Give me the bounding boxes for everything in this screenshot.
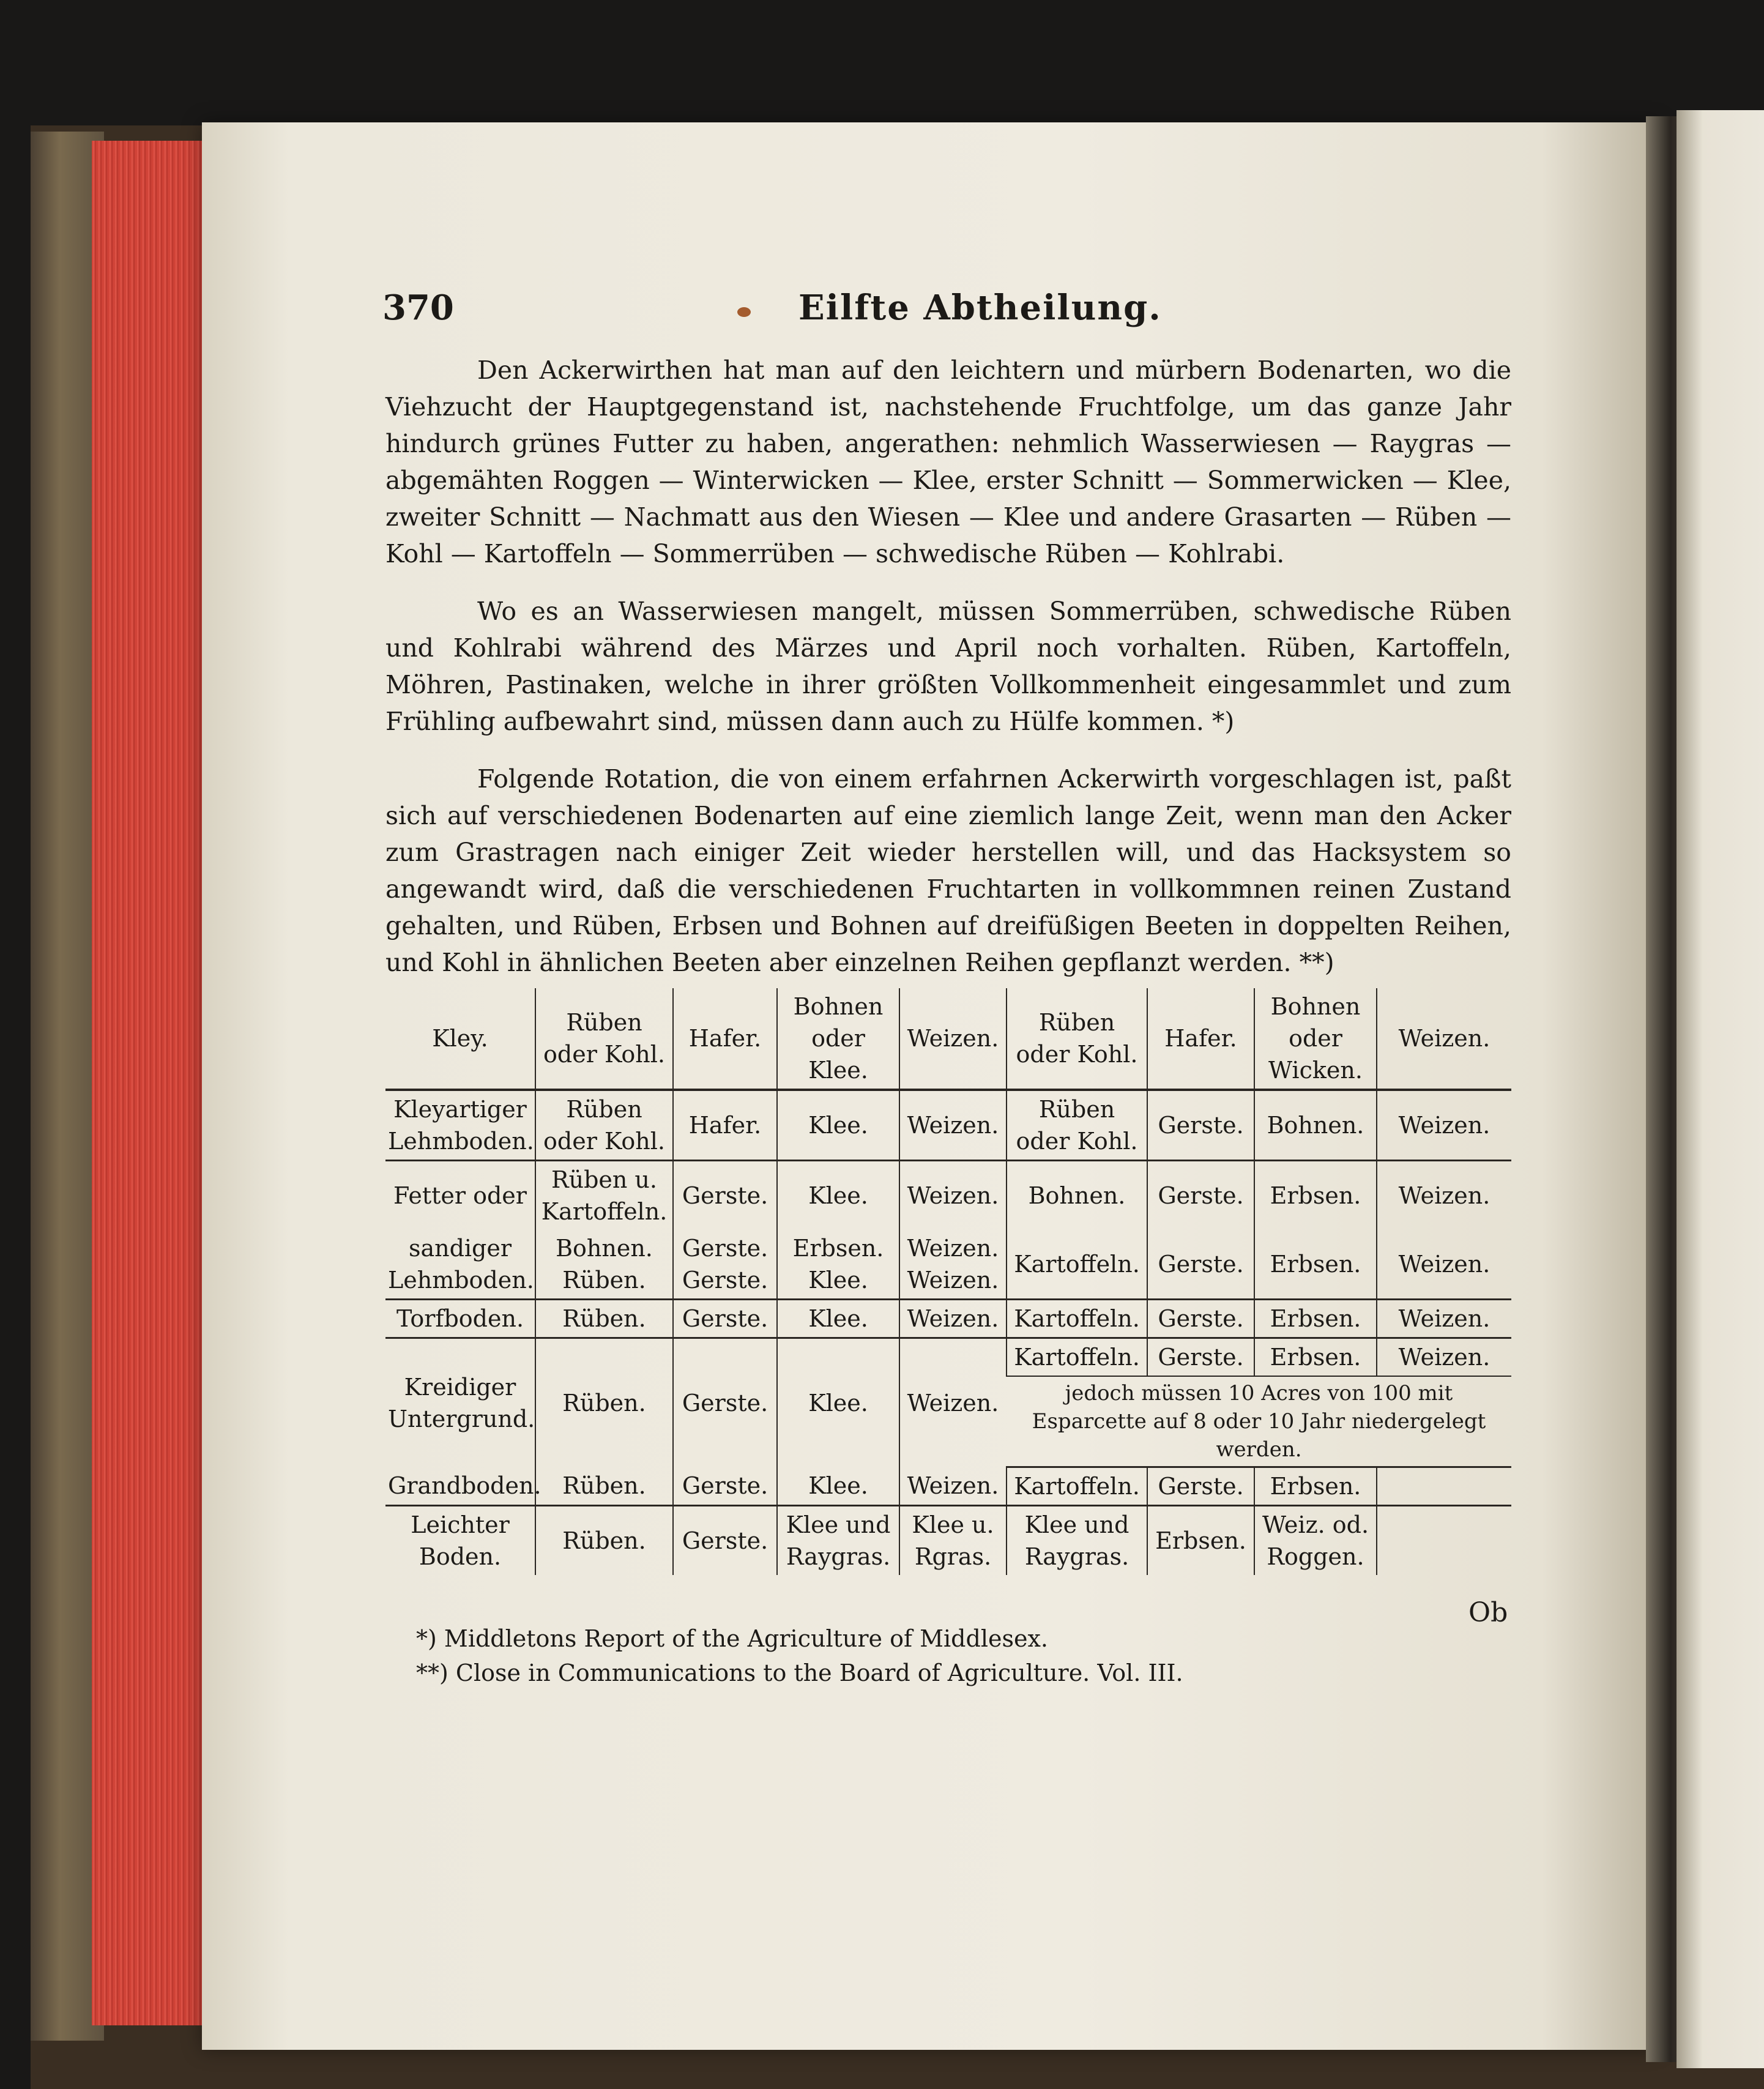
table-cell: Rüben. [535, 1506, 673, 1576]
ornament-dot [737, 307, 751, 317]
header-cell: Bohnen oder Wicken. [1254, 988, 1377, 1090]
table-cell: Erbsen. [1254, 1338, 1377, 1377]
table-cell: Rüben oder Kohl. [1007, 1090, 1147, 1161]
table-cell: Gerste. Gerste. [673, 1230, 777, 1300]
table-cell: Torfboden. [385, 1300, 535, 1338]
header-cell: Rüben oder Kohl. [535, 988, 673, 1090]
table-cell: Gerste. [1147, 1338, 1254, 1377]
table-cell: Weizen. [899, 1467, 1007, 1506]
table-cell: Weiz. od. Roggen. [1254, 1506, 1377, 1576]
table-cell: Erbsen. [1254, 1230, 1377, 1300]
table-cell: Gerste. [673, 1467, 777, 1506]
table-cell: Rüben. [535, 1300, 673, 1338]
table-cell: Weizen. Weizen. [899, 1230, 1007, 1300]
header-cell: Hafer. [1147, 988, 1254, 1090]
header-cell: Weizen. [899, 988, 1007, 1090]
table-cell: Klee. [777, 1161, 899, 1231]
header-cell: Kley. [385, 988, 535, 1090]
table-cell [1377, 1467, 1511, 1506]
table-cell: Weizen. [899, 1300, 1007, 1338]
table-cell: Gerste. [1147, 1161, 1254, 1231]
table-row [385, 1090, 1511, 1161]
table-header-row [385, 988, 1511, 1090]
table-cell: sandiger Lehmboden. [385, 1230, 535, 1300]
table-cell: Erbsen. [1254, 1467, 1377, 1506]
table-cell: Gerste. [673, 1300, 777, 1338]
table-cell: Gerste. [673, 1161, 777, 1231]
table-cell: Bohnen. [1007, 1161, 1147, 1231]
table-cell: Weizen. [899, 1338, 1007, 1467]
footnote: *) Middletons Report of the Agriculture of Middlesex. [416, 1625, 1048, 1652]
table-row [385, 1338, 1511, 1377]
table-cell: Erbsen. [1147, 1506, 1254, 1576]
page-edges [92, 141, 208, 2025]
table-cell: Klee. [777, 1467, 899, 1506]
paragraph: Folgende Rotation, die von einem erfahrnen Ackerwirth vorgeschlagen ist, paßt sich auf verschiedenen Bodenarten auf eine ziemlich lange Zeit, wenn man den Acker zum Grastragen nach einiger Zeit wieder herstellen will, und das Hacksystem so angewandt wird, daß die verschiedenen Fruchtarten in vollkommnen reinen Zustand gehalten, und Rüben, Erbsen und Bohnen auf dreifüßigen Beeten in doppelten Reihen, und Kohl in ähnlichen Beeten aber einzelnen Reihen gepflanzt werden. **) [385, 764, 1511, 977]
table-cell: Kleyartiger Lehmboden. [385, 1090, 535, 1161]
footnote: **) Close in Communications to the Board of Agriculture. Vol. III. [416, 1659, 1183, 1686]
table-cell: Weizen. [899, 1161, 1007, 1231]
table-cell: Klee und Raygras. [1007, 1506, 1147, 1576]
footnotes [416, 1622, 1456, 1690]
page-number: 370 [382, 288, 454, 328]
header-cell: Rüben oder Kohl. [1007, 988, 1147, 1090]
table-cell: Rüben oder Kohl. [535, 1090, 673, 1161]
table-cell: Weizen. [1377, 1300, 1511, 1338]
table-cell: Klee und Raygras. [777, 1506, 899, 1576]
table-cell: Rüben u. Kartoffeln. [535, 1161, 673, 1231]
table-row [385, 1230, 1511, 1300]
table-cell: Gerste. [1147, 1300, 1254, 1338]
facing-page [1677, 110, 1764, 2068]
table-cell: Erbsen. [1254, 1300, 1377, 1338]
table-cell: Rüben. [535, 1467, 673, 1506]
table-row [385, 1506, 1511, 1576]
table-cell: Kartoffeln. [1007, 1300, 1147, 1338]
table-cell: Hafer. [673, 1090, 777, 1161]
running-head: Eilfte Abtheilung. [798, 288, 1162, 328]
table-cell: Gerste. [1147, 1230, 1254, 1300]
rotation-table [385, 988, 1511, 1575]
table-cell: Kartoffeln. [1007, 1230, 1147, 1300]
table-cell: Gerste. [673, 1338, 777, 1467]
table-cell: Klee u. Rgras. [899, 1506, 1007, 1576]
header-cell: Hafer. [673, 988, 777, 1090]
table-cell: Erbsen. Klee. [777, 1230, 899, 1300]
table-row [385, 1467, 1511, 1506]
header-cell: Bohnen oder Klee. [777, 988, 899, 1090]
table-cell: Grandboden. [385, 1467, 535, 1506]
catchword: Ob [1468, 1597, 1508, 1628]
table-cell: Weizen. [1377, 1338, 1511, 1377]
table-cell: Gerste. [673, 1506, 777, 1576]
table-note: jedoch müssen 10 Acres von 100 mit Esparcette auf 8 oder 10 Jahr niedergelegt werden. [1007, 1376, 1511, 1467]
table-cell: Kreidiger Untergrund. [388, 1373, 535, 1432]
table-cell: Bohnen. [1254, 1090, 1377, 1161]
table-row [385, 1161, 1511, 1231]
table-cell: Weizen. [1377, 1161, 1511, 1231]
table-cell: Klee. [777, 1338, 899, 1467]
table-cell: Gerste. [1147, 1090, 1254, 1161]
table-cell: Fetter oder [393, 1182, 527, 1209]
table-cell: Kartoffeln. [1007, 1338, 1147, 1377]
table-cell: Weizen. [1377, 1230, 1511, 1300]
table-cell: Kartoffeln. [1007, 1467, 1147, 1506]
table-cell [1377, 1506, 1511, 1576]
table-cell: Rüben. [535, 1338, 673, 1467]
paragraph: Wo es an Wasserwiesen mangelt, müssen Sommerrüben, schwedische Rüben und Kohlrabi während des Märzes und April noch vorhalten. Rüben, Kartoffeln, Möhren, Pastinaken, welche in ihrer größten Vollkommenheit eingesammlet und zum Frühling aufbewahrt sind, müssen dann auch zu Hülfe kommen. *) [385, 597, 1511, 736]
table-cell: Klee. [777, 1300, 899, 1338]
page-header [382, 288, 1502, 343]
table-cell: Weizen. [899, 1090, 1007, 1161]
table-row [385, 1300, 1511, 1338]
table-cell: Weizen. [1377, 1090, 1511, 1161]
table-cell: Klee. [777, 1090, 899, 1161]
table-cell: Bohnen. Rüben. [535, 1230, 673, 1300]
table-cell: Leichter Boden. [411, 1511, 510, 1570]
table-cell: Erbsen. [1254, 1161, 1377, 1231]
body-text [385, 352, 1511, 1002]
paragraph: Den Ackerwirthen hat man auf den leichtern und mürbern Bodenarten, wo die Viehzucht der Hauptgegenstand ist, nachstehende Fruchtfolge, um das ganze Jahr hindurch grünes Futter zu haben, angerathen: nehmlich Wasserwiesen — Raygras — abgemähten Roggen — Winterwicken — Klee, erster Schnitt — Sommerwicken — Klee, zweiter Schnitt — Nachmatt aus den Wiesen — Klee und andere Grasarten — Rüben — Kohl — Kartoffeln — Sommerrüben — schwedische Rüben — Kohlrabi. [385, 356, 1511, 568]
table-cell: Gerste. [1147, 1467, 1254, 1506]
header-cell: Weizen. [1377, 988, 1511, 1090]
